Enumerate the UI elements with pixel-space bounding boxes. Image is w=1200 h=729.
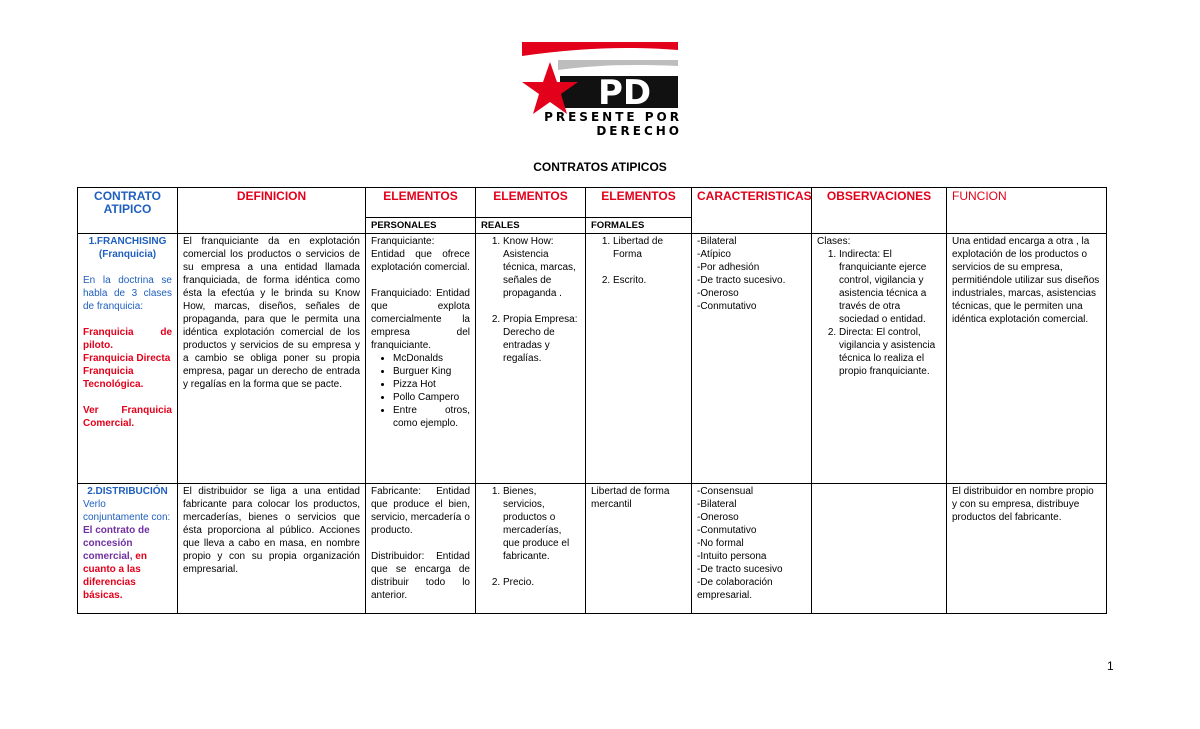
logo-initials: PD [598,73,652,113]
contract-note [83,498,172,602]
caracteristicas-cell [692,483,812,613]
list-item: 2. Precio. [503,576,580,589]
list-item: 1. Bienes, servicios, productos o mercaderías, que produce el fabricante. [503,485,580,563]
reales-cell [476,483,586,613]
list-item: -Atípico [697,248,731,260]
document-title: CONTRATOS ATIPICOS [533,160,667,174]
list-item: • Pollo Campero [393,391,470,404]
list-item: -De tracto sucesivo. [697,274,786,286]
list-item: 2. Directa: El control, vigilancia y asistencia técnica lo realiza el propio franquiciante. [839,326,941,378]
personal-element-b: Distribuidor: Entidad que se encarga de distribuir todo lo anterior. [371,550,470,601]
header-elementos-1: ELEMENTOS [366,188,476,218]
personales-cell [366,233,476,483]
note-text-red: en cuanto a las diferencias básicas. [83,550,147,601]
list-item: -Por adhesión [697,261,760,273]
personal-element-a: Franquiciante: Entidad que ofrece explotación comercial. [371,235,470,273]
definicion-cell: El distribuidor se liga a una entidad fabricante para colocar los productos, mercaderías, bienes o servicios que ésta proporciona al público. Acciones que lleva a cabo en masa, en nombre propio y con su propia organización empresarial. [178,483,366,613]
contract-subname: (Franquicia) [98,248,157,260]
list-item: -Bilateral [697,498,737,510]
personales-cell [366,483,476,613]
list-item: 1. Indirecta: El franquiciante ejerce control, vigilancia y asistencia técnica a través de otra sociedad o entidad. [839,248,941,326]
contracts-table [77,187,1107,614]
examples-list [371,352,470,430]
funcion-cell: El distribuidor en nombre propio y con su empresa, distribuye productos del fabricante. [947,483,1107,613]
list-item: • Entre otros, como ejemplo. [393,404,470,430]
logo-swoosh-top [522,42,678,56]
obs-label: Clases: [817,235,851,247]
list-item: -Consensual [697,485,754,497]
observaciones-cell [812,233,947,483]
header-caracteristicas: CARACTERISTICAS [692,188,812,218]
header-definicion: DEFINICION [178,188,366,218]
subheader-personales: PERSONALES [366,217,476,233]
list-item: 2. Propia Empresa: Derecho de entradas y regalías. [503,313,580,365]
list-item: -Conmutativo [697,300,757,312]
definicion-cell: El franquiciante da en explotación comercial los productos o servicios de su empresa a una entidad llamada franquiciada, de forma idéntica como ésta la efectúa y le brinda su Know How, marcas, diseños, señales de propaganda, para que le permita una idéntica explotación comercial de los productos y servicios de su empresa y a cambio se obliga poner su propia empresa, pagar un derecho de entrada y regalías en la forma que se pacte. [178,233,366,483]
personal-element-b: Franquiciado: Entidad que explota comercialmente la empresa del franquiciante. [371,287,470,351]
header-contrato: CONTRATO ATIPICO [78,188,178,218]
list-item: • Pizza Hot [393,378,470,391]
list-item: -Oneroso [697,511,739,523]
table-row [78,233,1107,483]
formales-cell: Libertad de forma mercantil [586,483,692,613]
header-funcion: FUNCION [947,188,1107,218]
note-text: Verlo conjuntamente con: [83,498,171,523]
contract-name: 2.DISTRIBUCIÓN [87,485,168,497]
caracteristicas-cell [692,233,812,483]
list-item: -Oneroso [697,287,739,299]
contract-name: 1.FRANCHISING [88,235,167,247]
header-observaciones: OBSERVACIONES [812,188,947,218]
list-item: -Intuito persona [697,550,767,562]
list-item: 2. Escrito. [613,274,686,287]
see-also: Ver Franquicia Comercial. [83,404,172,429]
reales-list [481,485,580,589]
logo [518,40,682,144]
franchise-type-2: Franquicia Directa [83,352,171,364]
list-item: • Burguer King [393,365,470,378]
contract-cell-distribucion [78,483,178,613]
list-item: -No formal [697,537,744,549]
contract-note: En la doctrina se habla de 3 clases de franquicia: [83,274,172,312]
list-item: • McDonalds [393,352,470,365]
list-item: -De colaboración empresarial. [697,576,773,601]
reales-cell [476,233,586,483]
header-row [78,188,1107,218]
formales-list [591,235,686,287]
logo-line2: DERECHO [596,124,682,138]
list-item: -De tracto sucesivo [697,563,783,575]
reales-list [481,235,580,365]
page-number: 1 [1107,659,1114,673]
observaciones-list [817,248,941,378]
header-elementos-2: ELEMENTOS [476,188,586,218]
table-row [78,483,1107,613]
contract-cell-franchising [78,233,178,483]
formales-cell [586,233,692,483]
list-item: -Bilateral [697,235,737,247]
franchise-type-3: Franquicia Tecnológica. [83,365,144,390]
personal-element-a: Fabricante: Entidad que produce el bien, servicio, mercadería o producto. [371,485,470,536]
subheader-reales: REALES [476,217,586,233]
franchise-type-1: Franquicia de piloto. [83,326,172,351]
note-link: El contrato de concesión comercial, [83,524,150,562]
logo-line1: PRESENTE POR [544,110,682,124]
logo-swoosh-gray [558,60,678,70]
list-item: 1. Libertad de Forma [613,235,686,261]
observaciones-cell [812,483,947,613]
list-item: 1. Know How: Asistencia técnica, marcas, señales de propaganda . [503,235,580,300]
subheader-row [78,217,1107,233]
funcion-cell: Una entidad encarga a otra , la explotación de los productos o servicios de su empresa, permitiéndole utilizar sus diseños industriales, marcas, asistencias técnicas, que le permiten una idéntica explotación comercial. [947,233,1107,483]
subheader-formales: FORMALES [586,217,692,233]
list-item: -Conmutativo [697,524,757,536]
header-elementos-3: ELEMENTOS [586,188,692,218]
